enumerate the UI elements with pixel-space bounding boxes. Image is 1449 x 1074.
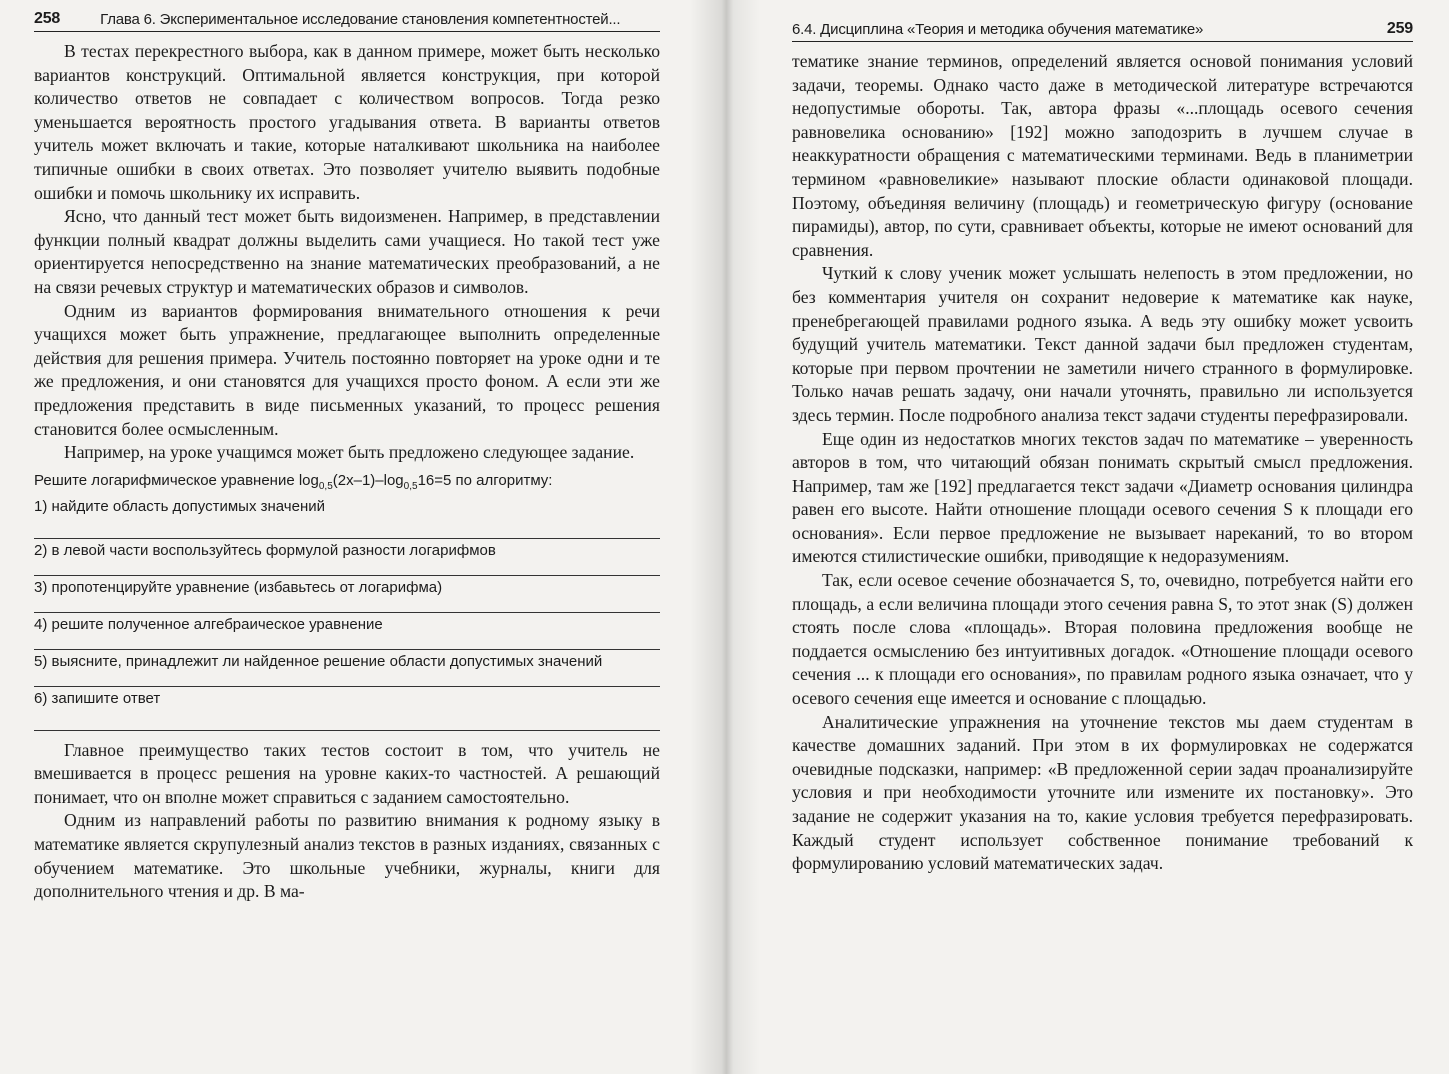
left-running-head [34, 10, 660, 32]
paragraph: Одним из вариантов формирования внимательного отношения к речи учащихся может быть упражнение, предлагающее выполнить определенные действия для решения примера. Учитель постоянно повторяет на уроке одни и те же предложения, и они становятся для учащихся просто фоном. А если эти же предложения представить в виде письменных указаний, то процесс решения становится более осмысленным. [34, 300, 660, 439]
right-page-number: 259 [1386, 20, 1413, 37]
task-step: 6) запишите ответ [34, 689, 161, 707]
log-base-sub: 0,5 [403, 480, 418, 492]
paragraph: Одним из направлений работы по развитию внимания к родному языку в математике является скрупулезный анализ текстов в разных изданиях, связанных с обучением математике. Это школьные учебники, журналы, книги для дополнительного чтения и др. В ма- [34, 810, 660, 902]
left-page-number: 258 [34, 10, 61, 27]
paragraph: Ясно, что данный тест может быть видоизменен. Например, в представлении функции полный квадрат должны выделить сами учащиеся. Но такой тест уже ориентируется непосредственно на знание математических преобразований, а не на связи речевых структур и математических образов и символов. [34, 206, 660, 297]
task-intro [34, 471, 660, 497]
paragraph: Чуткий к слову ученик может услышать нелепость в этом предложении, но без комментария учителя он сохранит недоверие к математике как науке, пренебрегающей правилами родного языка. А ведь эту ошибку может усвоить будущий учитель математики. Текст данной задачи был предложен студентам, которые при первом прочтении не заметили ничего странного в формулировке. Только начав решать задачу, они начали уточнять, правильно ли используется здесь термин. После подробного анализа текст задачи студенты перефразировали. [792, 263, 1413, 425]
paragraph: Аналитические упражнения на уточнение текстов мы даем студентам в качестве домашних заданий. При этом в их формулировках не содержатся очевидные подсказки, например: «В предложенной серии задач проанализируйте условия и при необходимости уточните или измените их постановку». Это задание не содержит указания на то, какие условия требуется перефразировать. Каждый студент использует собственное понимание требований к формулированию условий математических задач. [792, 711, 1413, 874]
log-base-sub: 0,5 [318, 480, 333, 492]
task-step: 5) выясните, принадлежит ли найденное решение области допустимых значений [34, 652, 603, 670]
task-block [34, 471, 660, 731]
paragraph: Так, если осевое сечение обозначается S, то, очевидно, потребуется найти его площадь, а если величина площади этого сечения равна S, то этот знак (S) должен стоять после слова «площадь». Вторая половина предложения вообще не поддается осмыслению без интуитивных догадок. «Отношение площади осевого сечения ... к площади его основания», по правилам родного языка означает, что у осевого сечения еще имеется и основание с площадью. [792, 570, 1413, 709]
right-running-head [792, 20, 1413, 42]
paragraph: Еще один из недостатков многих текстов задач по математике – уверенность авторов в том, что читающий обязан понимать скрытый смысл предложения. Например, там же [192] предлагается текст задачи «Диаметр основания цилиндра равен его высоте. Найти отношение площади осевого сечения S к площади его основания». Если первое предложение не вызывает нареканий, то во втором имеются стилистические ошибки, приводящие к недоразумениям. [792, 428, 1413, 567]
task-intro-part: (2x–1)–log [332, 471, 404, 489]
task-step: 2) в левой части воспользуйтесь формулой разности логарифмов [34, 541, 496, 559]
paragraph: В тестах перекрестного выбора, как в данном примере, может быть несколько вариантов конструкций. Оптимальной является конструкция, при которой количество ответов не совпадает с количеством вопросов. Тогда резко уменьшается вероятность простого угадывания ответа. В варианты ответов учитель может включать и такие, которые наталкивают школьника на наиболее типичные ошибки в своих ответах. Это позволяет учителю выявить подобные ошибки и помочь школьнику их исправить. [34, 41, 660, 203]
task-intro-part: 16=5 по алгоритму: [417, 471, 553, 489]
task-step: 4) решите полученное алгебраическое уравнение [34, 615, 383, 633]
right-running-title: 6.4. Дисциплина «Теория и методика обучения математике» [792, 21, 1204, 38]
left-page [0, 0, 718, 1074]
paragraph: Главное преимущество таких тестов состоит в том, что учитель не вмешивается в процесс решения на уровне каких-то частностей. А решающий понимает, что он вполне может справиться с заданием самостоятельно. [34, 739, 660, 807]
task-step: 1) найдите область допустимых значений [34, 497, 325, 515]
answer-line [34, 635, 660, 650]
right-body [792, 50, 1413, 876]
answer-line [34, 672, 660, 687]
left-body [34, 40, 660, 904]
task-step: 3) пропотенцируйте уравнение (избавьтесь от логарифма) [34, 578, 443, 596]
answer-line [34, 561, 660, 576]
answer-line [34, 517, 660, 539]
paragraph: тематике знание терминов, определений является основой понимания условий задачи, теоремы. Однако часто даже в методической литературе встречаются недопустимые обороты. Так, автора фразы «...площадь осевого сечения равновелика основанию» [192] можно заподозрить в лучшем случае в неаккуратности обращения с математическими терминами. Ведь в планиметрии термином «равновеликие» называют плоские области одинаковой площади. Поэтому, объединяя величину (площадь) и геометрическую фигуру (основание пирамиды), автор, по сути, сравнивает объекты, которые не имеют оснований для сравнения. [792, 51, 1413, 260]
paragraph: Например, на уроке учащимся может быть предложено следующее задание. [64, 442, 635, 463]
left-running-title: Глава 6. Экспериментальное исследование становления компетентностей... [100, 11, 621, 28]
answer-line [34, 709, 660, 731]
answer-line [34, 598, 660, 613]
task-intro-part: Решите логарифмическое уравнение log [34, 471, 319, 489]
right-page [718, 0, 1449, 1074]
